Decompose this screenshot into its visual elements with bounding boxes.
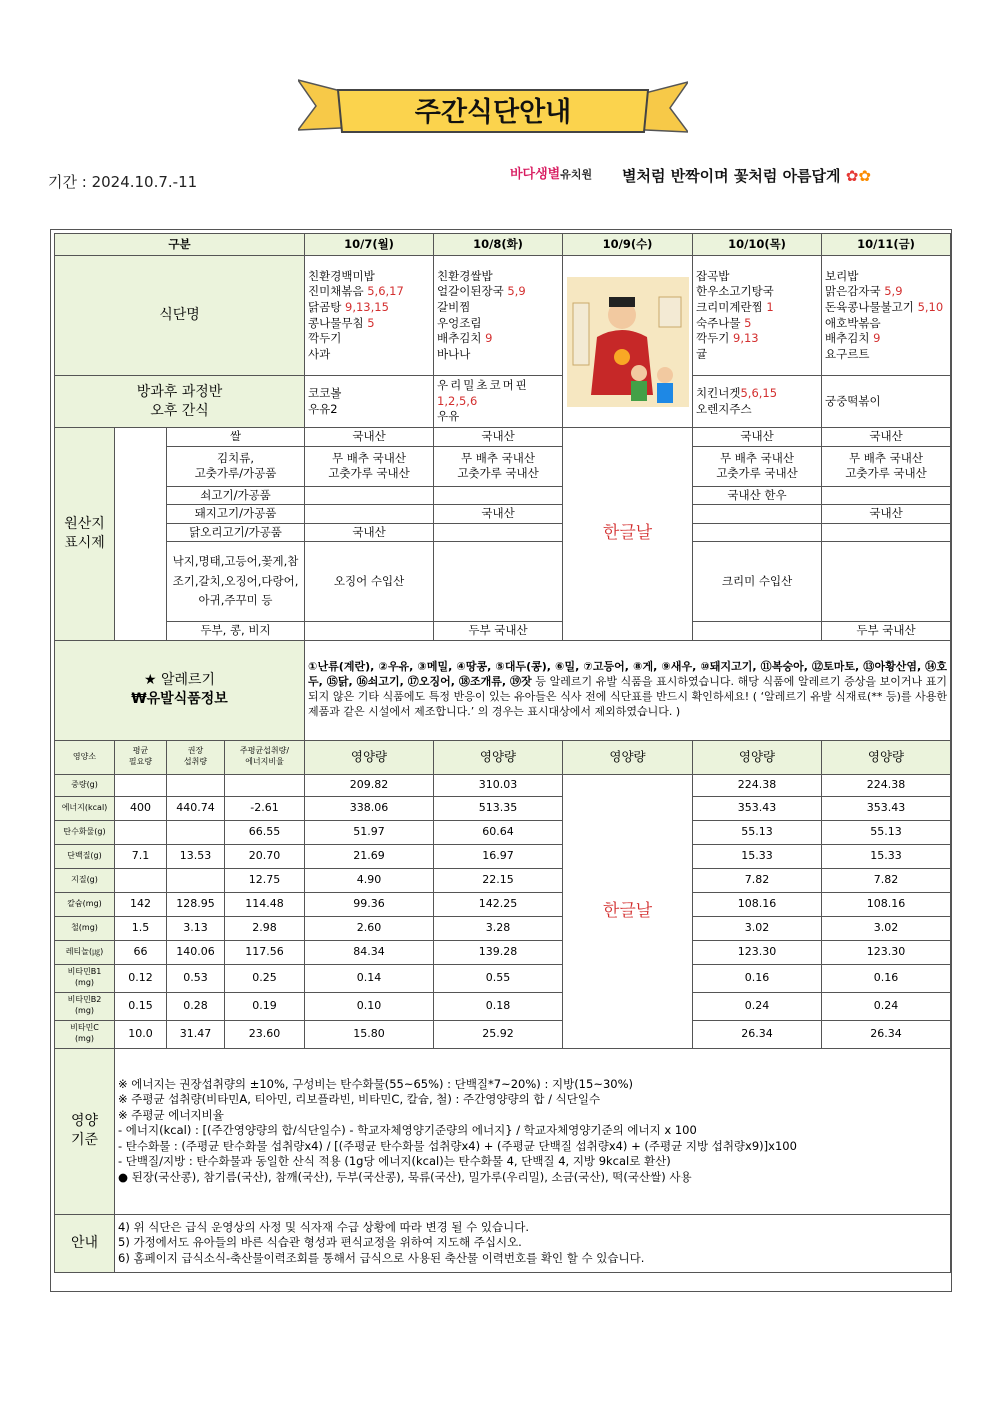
header-label: 구분 — [55, 234, 305, 256]
nutrition-row: 지질(g) 12.75 4.90 22.15 7.82 7.82 — [55, 868, 951, 892]
origin-row: 두부, 콩, 비지 두부 국내산 두부 국내산 — [55, 622, 951, 641]
origin-item: 쌀 — [167, 428, 305, 447]
day-mon: 10/7(월) — [305, 234, 434, 256]
origin-row: 김치류, 고춧가루/가공품 무 배추 국내산 고춧가루 국내산 무 배추 국내산 고춧가루 국내산 무 배추 국내산 고춧가루 국내산 무 배추 국내산 고춧가루 국내산 — [55, 446, 951, 486]
school-header — [510, 163, 871, 193]
nutrition-row: 단백질(g) 7.1 13.53 20.70 21.69 16.97 15.33 15.33 — [55, 844, 951, 868]
snack-cell-tue: 우리밀초코머핀 1,2,5,6 우유 — [434, 376, 563, 428]
day-tue: 10/8(화) — [434, 234, 563, 256]
meal-cell-mon: 친환경백미밥 진미채볶음 5,6,17 닭곰탕 9,13,15 콩나물무침 5 깍두기 사과 — [305, 256, 434, 376]
school-slogan: 별처럼 반짝이며 꽃처럼 아름답게 ✿✿ — [622, 167, 871, 185]
period-label: 기간 : 2024.10.7.-11 — [48, 173, 198, 191]
meal-cell-wed — [563, 256, 693, 428]
snack-cell-mon: 코코볼 우유2 — [305, 376, 434, 428]
allergy-info: ①난류(계란), ②우유, ③메밀, ④땅콩, ⑤대두(콩), ⑥밀, ⑦고등어, ⑧게, ⑨새우, ⑩돼지고기, ⑪복숭아, ⑫토마토, ⑬아황산염, ⑭호두, ⑮닭, ⑯쇠고기, ⑰오징어, ⑱조개류, ⑲잣 등 알레르기 유발 식품을 표시하였습니다. 해당 식품에 알레르기 증상을 보이거나 표기되지 않은 기타 식품에도 특정 반응이 있는 유아들은 식사 전에 식단표를 반드시 확인하세요! ( ‘알레르기 유발 식재료(** 등)를 사용한 제품과 같은 시설에서 제조합니다.’ 의 경우는 표시대상에서 제외하였습니다. ) — [305, 640, 951, 740]
day-fri: 10/11(금) — [822, 234, 951, 256]
nutrition-row: 레티놀(㎍) 66 140.06 117.56 84.34 139.28 123.30 123.30 — [55, 940, 951, 964]
nutrition-row: 탄수화물(g) 66.55 51.97 60.64 55.13 55.13 — [55, 820, 951, 844]
flower-icon: ✿ — [845, 167, 859, 185]
nutrition-row: 비타민B2 (mg) 0.15 0.28 0.19 0.10 0.18 0.24 0.24 — [55, 992, 951, 1020]
banner-title: 주간식단안내 — [414, 97, 572, 128]
nutrition-row: 철(mg) 1.5 3.13 2.98 2.60 3.28 3.02 3.02 — [55, 916, 951, 940]
origin-item: 닭오리고기/가공품 — [167, 523, 305, 542]
flower-icon: ✿ — [858, 167, 871, 185]
origin-item: 돼지고기/가공품 — [167, 505, 305, 524]
menu-frame — [50, 229, 952, 1292]
day-header-row — [55, 234, 951, 256]
origin-row: 원산지 표시제 쌀 국내산 국내산 한글날 국내산 국내산 — [55, 428, 951, 447]
nutrition-row: 중량(g) 209.82 310.03 한글날 224.38 224.38 — [55, 774, 951, 796]
standards-notes: ※ 에너지는 권장섭취량의 ±10%, 구성비는 탄수화물(55~65%) : 단백질*7~20%) : 지방(15~30%) ※ 주평균 섭취량(비타민A, 티아민, 리보플라빈, 비타민C, 칼슘, 철) : 주간영양량의 합 / 식단일수 ※ 주평균 에너지비율 - 에너지(kcal) : [(주간영양량의 합/식단일수) - 학교자체영양기준량의 에너지} / 학교자체영양기준의 에너지 x 100 - 탄수화물 : (주평균 탄수화물 섭취량x4) / [(주평균 탄수화물 섭취량x4) + (주평균 단백질 섭취량x4) + (주평균 지방 섭취량x9)]x100 - 단백질/지방 : 탄수화물과 동일한 산식 적용 (1g당 에너지(kcal)는 탄수화물 4, 단백질 4, 지방 9kcal로 환산) ● 된장(국산콩), 참기름(국산), 참깨(국산), 두부(국산콩), 묵류(국산), 밀가루(우리밀), 소금(국산), 떡(국산쌀) 사용 — [115, 1048, 951, 1214]
origin-row: 쇠고기/가공품 국내산 한우 — [55, 486, 951, 505]
snack-cell-fri: 궁중떡볶이 — [822, 376, 951, 428]
nutrition-holiday: 한글날 — [563, 774, 693, 1048]
snack-cell-thu: 치킨너겟5,6,15 오렌지주스 — [693, 376, 822, 428]
origin-holiday: 한글날 — [563, 428, 693, 641]
nutrition-header-row: 영양소 평균 필요량 권장 섭취량 주평균섭취량/ 에너지비율 영양량 영양량 영양량 영양량 영양량 — [55, 740, 951, 774]
menu-table — [54, 233, 951, 1273]
meal-cell-fri: 보리밥 맑은감자국 5,9 돈육콩나물불고기 5,10 애호박볶음 배추김치 9 요구르트 — [822, 256, 951, 376]
meals-row — [55, 256, 951, 376]
day-wed: 10/9(수) — [563, 234, 693, 256]
origin-spacer — [115, 428, 167, 641]
notice-label: 안내 — [55, 1214, 115, 1272]
snack-label: 방과후 과정반 오후 간식 — [55, 376, 305, 428]
meals-label: 식단명 — [55, 256, 305, 376]
nutrition-row: 에너지(kcal) 400 440.74 -2.61 338.06 513.35 353.43 353.43 — [55, 796, 951, 820]
origin-item: 쇠고기/가공품 — [167, 486, 305, 505]
standards-label: 영양 기준 — [55, 1048, 115, 1214]
notice-notes: 4) 위 식단은 급식 운영상의 사정 및 식자재 수급 상황에 따라 변경 될 수 있습니다. 5) 가정에서도 유아들의 바른 식습관 형성과 편식교정을 위하여 지도해 주십시오. 6) 홈페이지 급식소식-축산물이력조회를 통해서 급식으로 사용된 축산물 이력번호를 확인 할 수 있습니다. — [115, 1214, 951, 1272]
meal-cell-tue: 친환경쌀밥 얼갈이된장국 5,9 갈비찜 우엉조림 배추김치 9 바나나 — [434, 256, 563, 376]
origin-item: 두부, 콩, 비지 — [167, 622, 305, 641]
meal-cell-thu: 잡곡밥 한우소고기탕국 크리미계란찜 1 숙주나물 5 깍두기 9,13 귤 — [693, 256, 822, 376]
allergy-row — [55, 640, 951, 740]
standards-row — [55, 1048, 951, 1214]
origin-row: 닭오리고기/가공품 국내산 — [55, 523, 951, 542]
hangul-day-illustration — [567, 277, 689, 407]
title-banner — [298, 70, 688, 140]
nutrition-row: 칼슘(mg) 142 128.95 114.48 99.36 142.25 108.16 108.16 — [55, 892, 951, 916]
day-thu: 10/10(목) — [693, 234, 822, 256]
notice-row — [55, 1214, 951, 1272]
origin-item: 낙지,명태,고등어,꽃게,참조기,갈치,오징어,다랑어,아귀,주꾸미 등 — [167, 542, 305, 622]
allergy-label: ★ 알레르기 ₩유발식품정보 — [55, 640, 305, 740]
school-logo: 바다생별유치원 — [510, 167, 593, 182]
snack-row — [55, 376, 951, 428]
nutrition-row: 비타민C (mg) 10.0 31.47 23.60 15.80 25.92 26.34 26.34 — [55, 1020, 951, 1048]
origin-row: 돼지고기/가공품 국내산 국내산 — [55, 505, 951, 524]
origin-row: 낙지,명태,고등어,꽃게,참조기,갈치,오징어,다랑어,아귀,주꾸미 등 오징어 수입산 크리미 수입산 — [55, 542, 951, 622]
nutrition-row: 비타민B1 (mg) 0.12 0.53 0.25 0.14 0.55 0.16 0.16 — [55, 964, 951, 992]
origin-item: 김치류, 고춧가루/가공품 — [167, 446, 305, 486]
king-sejong-icon — [567, 277, 689, 407]
origin-label: 원산지 표시제 — [55, 428, 115, 641]
